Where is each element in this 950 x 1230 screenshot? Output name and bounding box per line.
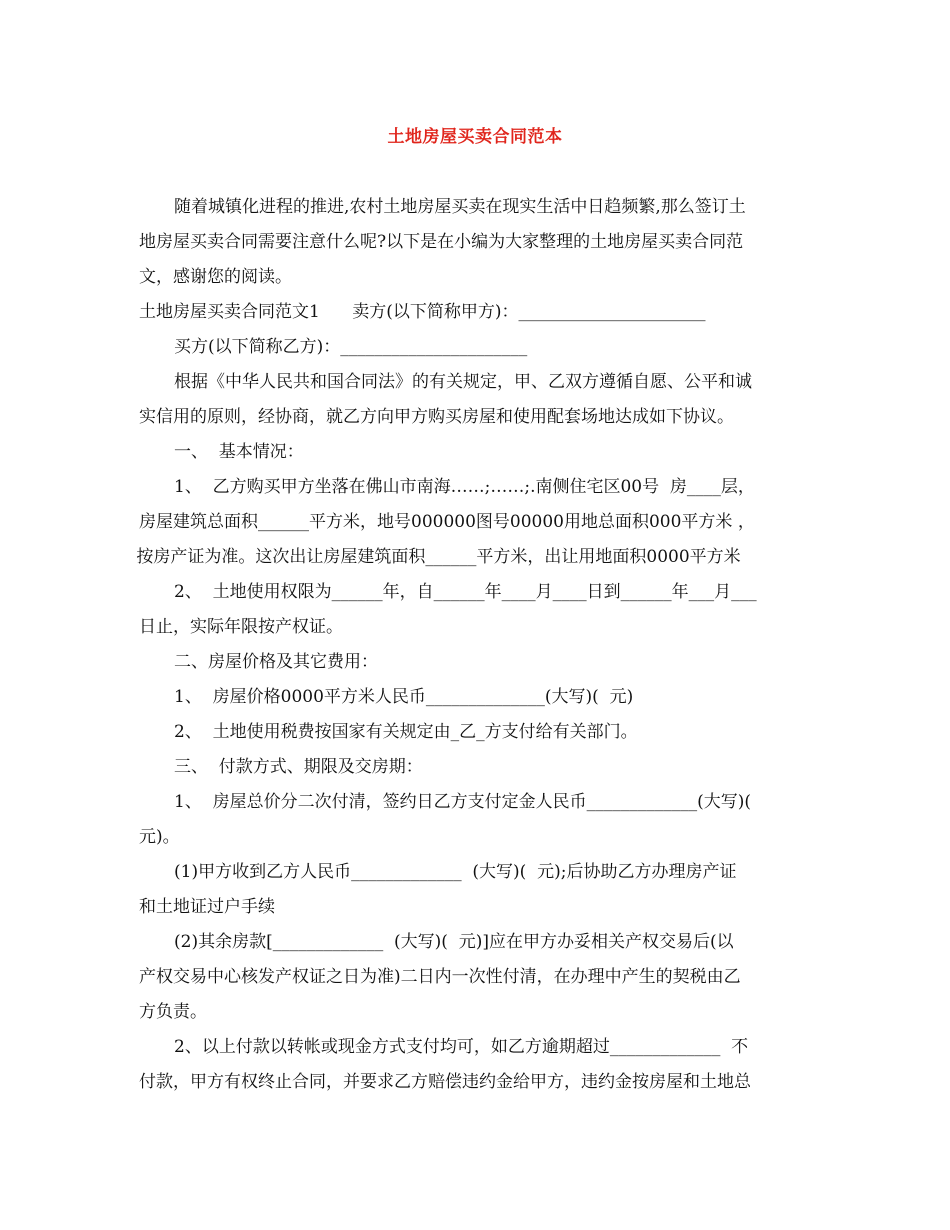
body-line: 日止，实际年限按产权证。	[139, 617, 343, 637]
body-line: 地房屋买卖合同需要注意什么呢?以下是在小编为大家整理的土地房屋买卖合同范	[139, 232, 744, 252]
body-line: 土地房屋买卖合同范文1 卖方(以下简称甲方)：______________________	[139, 302, 706, 322]
body-line: 文，感谢您的阅读。	[139, 267, 292, 287]
body-line: 随着城镇化进程的推进,农村土地房屋买卖在现实生活中日趋频繁,那么签订土	[174, 197, 746, 217]
body-line: 2、以上付款以转帐或现金方式支付均可，如乙方逾期超过_____________ 不	[174, 1037, 749, 1057]
section-heading: 一、 基本情况：	[174, 442, 304, 462]
document-title: 土地房屋买卖合同范本	[387, 127, 563, 147]
body-line: 根据《中华人民共和国合同法》的有关规定，甲、乙双方遵循自愿、公平和诚	[174, 372, 752, 392]
body-line: 产权交易中心核发产权证之日为准)二日内一次性付清，在办理中产生的契税由乙	[139, 967, 741, 987]
body-line: 付款，甲方有权终止合同，并要求乙方赔偿违约金给甲方，违约金按房屋和土地总	[139, 1072, 751, 1092]
body-line: 实信用的原则，经协商，就乙方向甲方购买房屋和使用配套场地达成如下协议。	[139, 407, 734, 427]
body-line: 1、 乙方购买甲方坐落在佛山市南海……;……;.南侧住宅区00号 房____层，	[174, 477, 755, 497]
section-heading: 二、房屋价格及其它费用：	[174, 652, 378, 672]
body-line: 买方(以下简称乙方)：______________________	[174, 337, 528, 357]
body-line: 2、 土地使用权限为______年，自______年____月____日到______年___月___	[174, 582, 757, 602]
body-line: 房屋建筑总面积______平方米，地号000000图号00000用地总面积000平方米 ，	[139, 512, 755, 532]
section-heading: 三、 付款方式、期限及交房期：	[174, 757, 423, 777]
body-line: 2、 土地使用税费按国家有关规定由_乙_方支付给有关部门。	[174, 722, 638, 742]
body-line: 方负责。	[139, 1002, 207, 1022]
body-line: 1、 房屋价格0000平方米人民币______________(大写)( 元)	[174, 687, 634, 707]
body-line: 1、 房屋总价分二次付清，签约日乙方支付定金人民币_____________(大写)(	[174, 792, 752, 812]
body-line: (1)甲方收到乙方人民币_____________ (大写)( 元);后协助乙方办理房产证	[174, 862, 737, 882]
body-line: 按房产证为准。这次出让房屋建筑面积______平方米，出让用地面积0000平方米	[131, 547, 741, 567]
body-line: 和土地证过户手续	[139, 897, 275, 917]
body-line: 元)。	[139, 827, 180, 847]
body-line: (2)其余房款[_____________ (大写)( 元)]应在甲方办妥相关产权交易后(以	[174, 932, 734, 952]
